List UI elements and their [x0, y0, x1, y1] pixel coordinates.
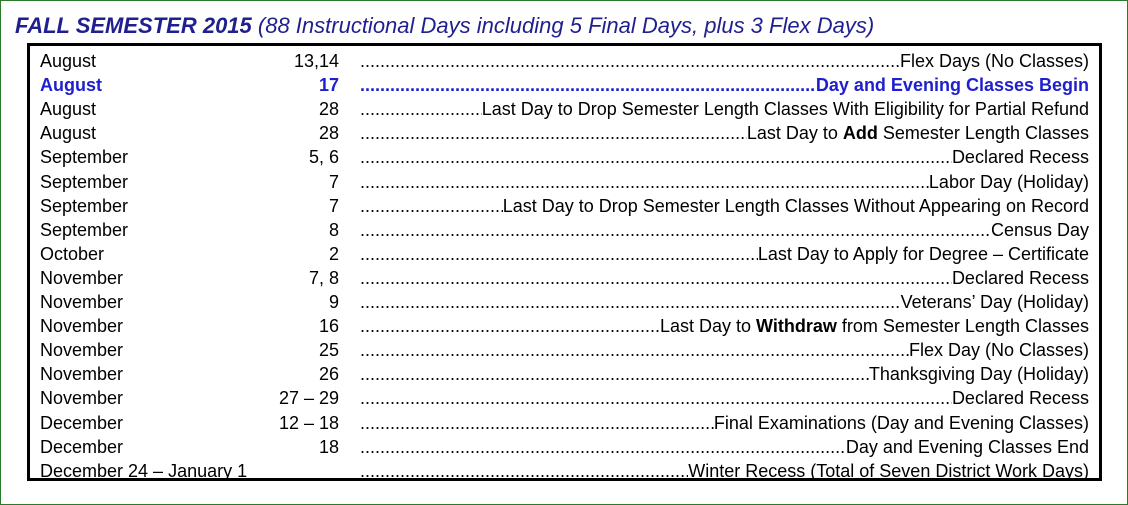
row-event — [929, 170, 1089, 194]
row-day: 7 — [328, 195, 339, 216]
dot-leader — [360, 338, 909, 362]
event-text: Veterans’ Day (Holiday) — [900, 292, 1089, 312]
event-text: Last Day to Drop Semester Length Classes With Eligibility for Partial Refund — [481, 99, 1089, 120]
event-emphasis: Withdraw — [756, 316, 837, 337]
row-event — [952, 145, 1089, 169]
row-event — [952, 266, 1089, 290]
row-month: November — [40, 388, 124, 409]
row-day: 16 — [318, 316, 339, 337]
row-day: 9 — [328, 292, 339, 312]
calendar-row — [30, 145, 1099, 169]
event-text: Declared Recess — [951, 388, 1089, 409]
dot-leader — [360, 266, 952, 290]
row-description — [360, 411, 1089, 435]
row-day: 7 — [328, 171, 339, 192]
row-description — [360, 194, 1089, 218]
calendar-row — [30, 73, 1099, 97]
event-text: Winter Recess (Total of Seven District Work Days) — [688, 460, 1089, 481]
row-month: September — [40, 171, 129, 192]
calendar-row — [30, 459, 1099, 483]
dot-leader — [360, 459, 688, 483]
event-text: Final Examinations (Day and Evening Classes) — [713, 412, 1089, 433]
event-text: Flex Days (No Classes) — [899, 51, 1089, 71]
row-month: November — [40, 292, 124, 312]
dot-leader — [360, 290, 901, 314]
row-description — [360, 459, 1089, 483]
calendar-row — [30, 435, 1099, 459]
dot-leader — [360, 170, 929, 194]
row-month: November — [40, 340, 124, 361]
row-description — [360, 362, 1089, 386]
calendar-row — [30, 314, 1099, 338]
dot-leader — [360, 145, 952, 169]
event-text: Day and Evening Classes Begin — [815, 75, 1089, 96]
event-text: Census Day — [990, 219, 1089, 240]
event-text: Last Day to Drop Semester Length Classes Without Appearing on Record — [502, 195, 1089, 216]
row-description — [360, 266, 1089, 290]
row-day: 18 — [318, 436, 339, 457]
event-text-tail: Semester Length Classes — [877, 123, 1089, 144]
row-event — [909, 338, 1089, 362]
event-text: Last Day to — [660, 316, 757, 337]
row-event — [991, 218, 1089, 242]
calendar-row — [30, 338, 1099, 362]
calendar-row — [30, 218, 1099, 242]
row-description — [360, 386, 1089, 410]
row-event — [816, 73, 1089, 97]
event-text: Last Day to Apply for Degree – Certificate — [757, 243, 1089, 264]
calendar-row — [30, 290, 1099, 314]
dot-leader — [360, 386, 952, 410]
row-month: November — [40, 364, 124, 385]
row-day: 7, 8 — [308, 267, 339, 288]
row-day: 27 – 29 — [278, 388, 339, 409]
row-description — [360, 49, 1089, 73]
semester-note: (88 Instructional Days including 5 Final Days, plus 3 Flex Days) — [251, 13, 875, 38]
row-description — [360, 314, 1089, 338]
semester-heading — [15, 12, 874, 40]
row-description — [360, 170, 1089, 194]
row-event — [758, 242, 1089, 266]
row-description — [360, 242, 1089, 266]
event-text: Labor Day (Holiday) — [928, 171, 1089, 192]
calendar-row — [30, 386, 1099, 410]
row-event — [900, 49, 1089, 73]
event-text: Thanksgiving Day (Holiday) — [868, 364, 1089, 385]
row-day: 8 — [328, 219, 339, 240]
row-day: 26 — [318, 364, 339, 385]
row-event — [846, 435, 1089, 459]
row-event — [660, 314, 1089, 338]
row-event — [747, 121, 1089, 145]
row-event — [869, 362, 1089, 386]
row-month: September — [40, 147, 129, 168]
row-month: August — [40, 99, 97, 120]
dot-leader — [360, 218, 991, 242]
row-description — [360, 145, 1089, 169]
row-event — [714, 411, 1089, 435]
dot-leader — [360, 362, 869, 386]
row-month: September — [40, 195, 129, 216]
event-text: Last Day to — [746, 123, 843, 144]
row-day: 28 — [318, 99, 339, 120]
event-text: Declared Recess — [951, 147, 1089, 168]
dot-leader — [360, 121, 747, 145]
event-text: Flex Day (No Classes) — [908, 340, 1089, 361]
row-day: 2 — [328, 243, 339, 264]
row-month: August — [40, 123, 97, 144]
row-day: 17 — [318, 75, 339, 96]
row-event — [952, 386, 1089, 410]
row-day: 25 — [318, 340, 339, 361]
row-month: November — [40, 267, 124, 288]
row-description — [360, 97, 1089, 121]
row-description — [360, 338, 1089, 362]
row-month: August — [40, 51, 97, 71]
semester-title: FALL SEMESTER 2015 — [15, 13, 252, 38]
row-event — [901, 290, 1089, 314]
row-event — [482, 97, 1089, 121]
row-description — [360, 218, 1089, 242]
row-day: 12 – 18 — [278, 412, 339, 433]
calendar-table — [27, 43, 1102, 481]
row-month: November — [40, 316, 124, 337]
dot-leader — [360, 49, 900, 73]
row-day: 5, 6 — [308, 147, 339, 168]
dot-leader — [360, 411, 714, 435]
event-text: Day and Evening Classes End — [845, 436, 1089, 457]
calendar-row — [30, 121, 1099, 145]
calendar-row — [30, 170, 1099, 194]
row-month: December 24 – January 1 — [40, 460, 248, 481]
row-event — [688, 459, 1089, 483]
row-month: December — [40, 412, 124, 433]
row-month: August — [40, 75, 102, 96]
dot-leader — [360, 242, 758, 266]
row-description — [360, 435, 1089, 459]
row-month: December — [40, 436, 124, 457]
row-month: October — [40, 243, 105, 264]
row-month: September — [40, 219, 129, 240]
dot-leader — [360, 194, 503, 218]
event-text-tail: from Semester Length Classes — [836, 316, 1089, 337]
dot-leader — [360, 97, 482, 121]
calendar-row — [30, 194, 1099, 218]
row-description — [360, 290, 1089, 314]
row-description — [360, 73, 1089, 97]
calendar-row — [30, 49, 1099, 73]
row-description — [360, 121, 1089, 145]
calendar-row — [30, 266, 1099, 290]
dot-leader — [360, 73, 816, 97]
calendar-row — [30, 97, 1099, 121]
row-event — [503, 194, 1089, 218]
calendar-row — [30, 242, 1099, 266]
event-emphasis: Add — [842, 123, 878, 144]
row-day: 13,14 — [293, 51, 339, 71]
event-text: Declared Recess — [951, 267, 1089, 288]
calendar-row — [30, 362, 1099, 386]
row-day: 28 — [318, 123, 339, 144]
dot-leader — [360, 314, 660, 338]
calendar-row — [30, 411, 1099, 435]
dot-leader — [360, 435, 846, 459]
